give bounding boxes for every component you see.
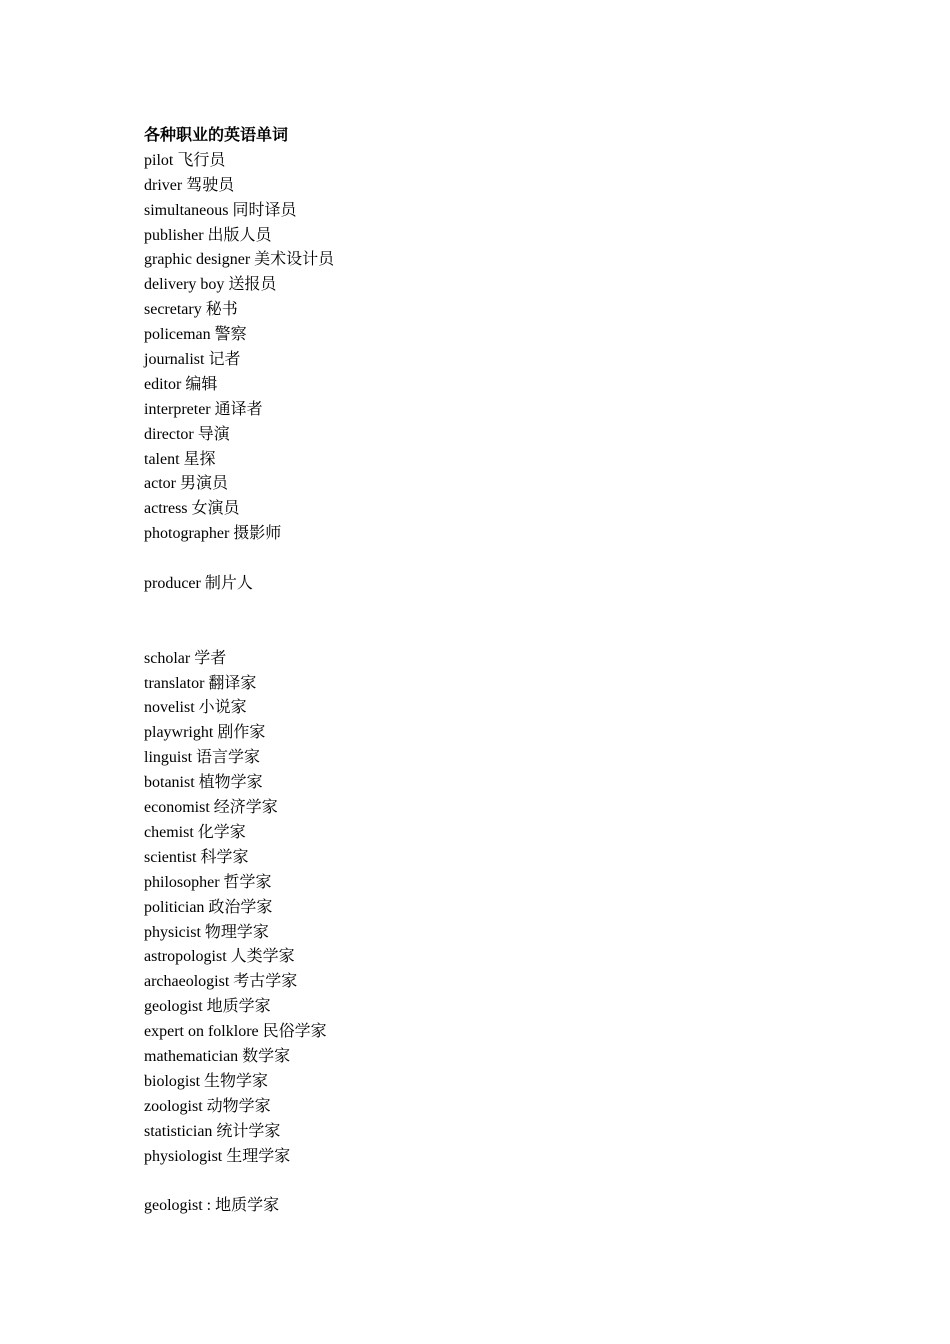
list-item: politician 政治学家	[144, 898, 273, 916]
list-item: driver 驾驶员	[144, 176, 235, 194]
list-item: editor 编辑	[144, 375, 218, 393]
document-title: 各种职业的英语单词	[144, 127, 289, 144]
list-item: expert on folklore 民俗学家	[144, 1023, 327, 1041]
list-item: actor 男演员	[144, 475, 228, 493]
list-item: policeman 警察	[144, 326, 247, 344]
list-item: graphic designer 美术设计员	[144, 251, 335, 269]
blank-line	[144, 1169, 844, 1194]
list-item: economist 经济学家	[144, 799, 278, 817]
list-item: chemist 化学家	[144, 823, 246, 841]
list-item: interpreter 通译者	[144, 400, 263, 418]
list-item: secretary 秘书	[144, 301, 238, 319]
list-item: archaeologist 考古学家	[144, 973, 298, 991]
list-item: playwright 剧作家	[144, 724, 266, 742]
list-item: physicist 物理学家	[144, 923, 269, 941]
list-item: physiologist 生理学家	[144, 1147, 291, 1165]
list-item: geologist : 地质学家	[144, 1197, 280, 1215]
list-item: linguist 语言学家	[144, 749, 261, 767]
list-item: biologist 生物学家	[144, 1072, 269, 1090]
list-item: geologist 地质学家	[144, 998, 271, 1016]
list-item: botanist 植物学家	[144, 774, 263, 792]
list-item: journalist 记者	[144, 351, 241, 369]
occupation-list-2	[144, 572, 844, 597]
list-item: philosopher 哲学家	[144, 873, 272, 891]
blank-line	[144, 597, 844, 622]
list-item: producer 制片人	[144, 575, 253, 593]
list-item: scholar 学者	[144, 649, 227, 667]
occupation-list-1	[144, 149, 844, 547]
blank-line	[144, 622, 844, 647]
list-item: delivery boy 送报员	[144, 276, 277, 294]
list-item: simultaneous 同时译员	[144, 201, 297, 219]
list-item: director 导演	[144, 425, 230, 443]
document-page	[144, 124, 844, 1219]
list-item: pilot 飞行员	[144, 151, 226, 169]
list-item: statistician 统计学家	[144, 1122, 281, 1140]
list-item: astropologist 人类学家	[144, 948, 295, 966]
occupation-list-4	[144, 1194, 844, 1219]
occupation-list-3	[144, 647, 844, 1170]
list-item: novelist 小说家	[144, 699, 247, 717]
blank-line	[144, 547, 844, 572]
list-item: scientist 科学家	[144, 848, 249, 866]
list-item: publisher 出版人员	[144, 226, 272, 244]
list-item: mathematician 数学家	[144, 1047, 291, 1065]
list-item: actress 女演员	[144, 500, 240, 518]
list-item: zoologist 动物学家	[144, 1097, 271, 1115]
list-item: translator 翻译家	[144, 674, 257, 692]
list-item: photographer 摄影师	[144, 525, 282, 543]
list-item: talent 星探	[144, 450, 216, 468]
